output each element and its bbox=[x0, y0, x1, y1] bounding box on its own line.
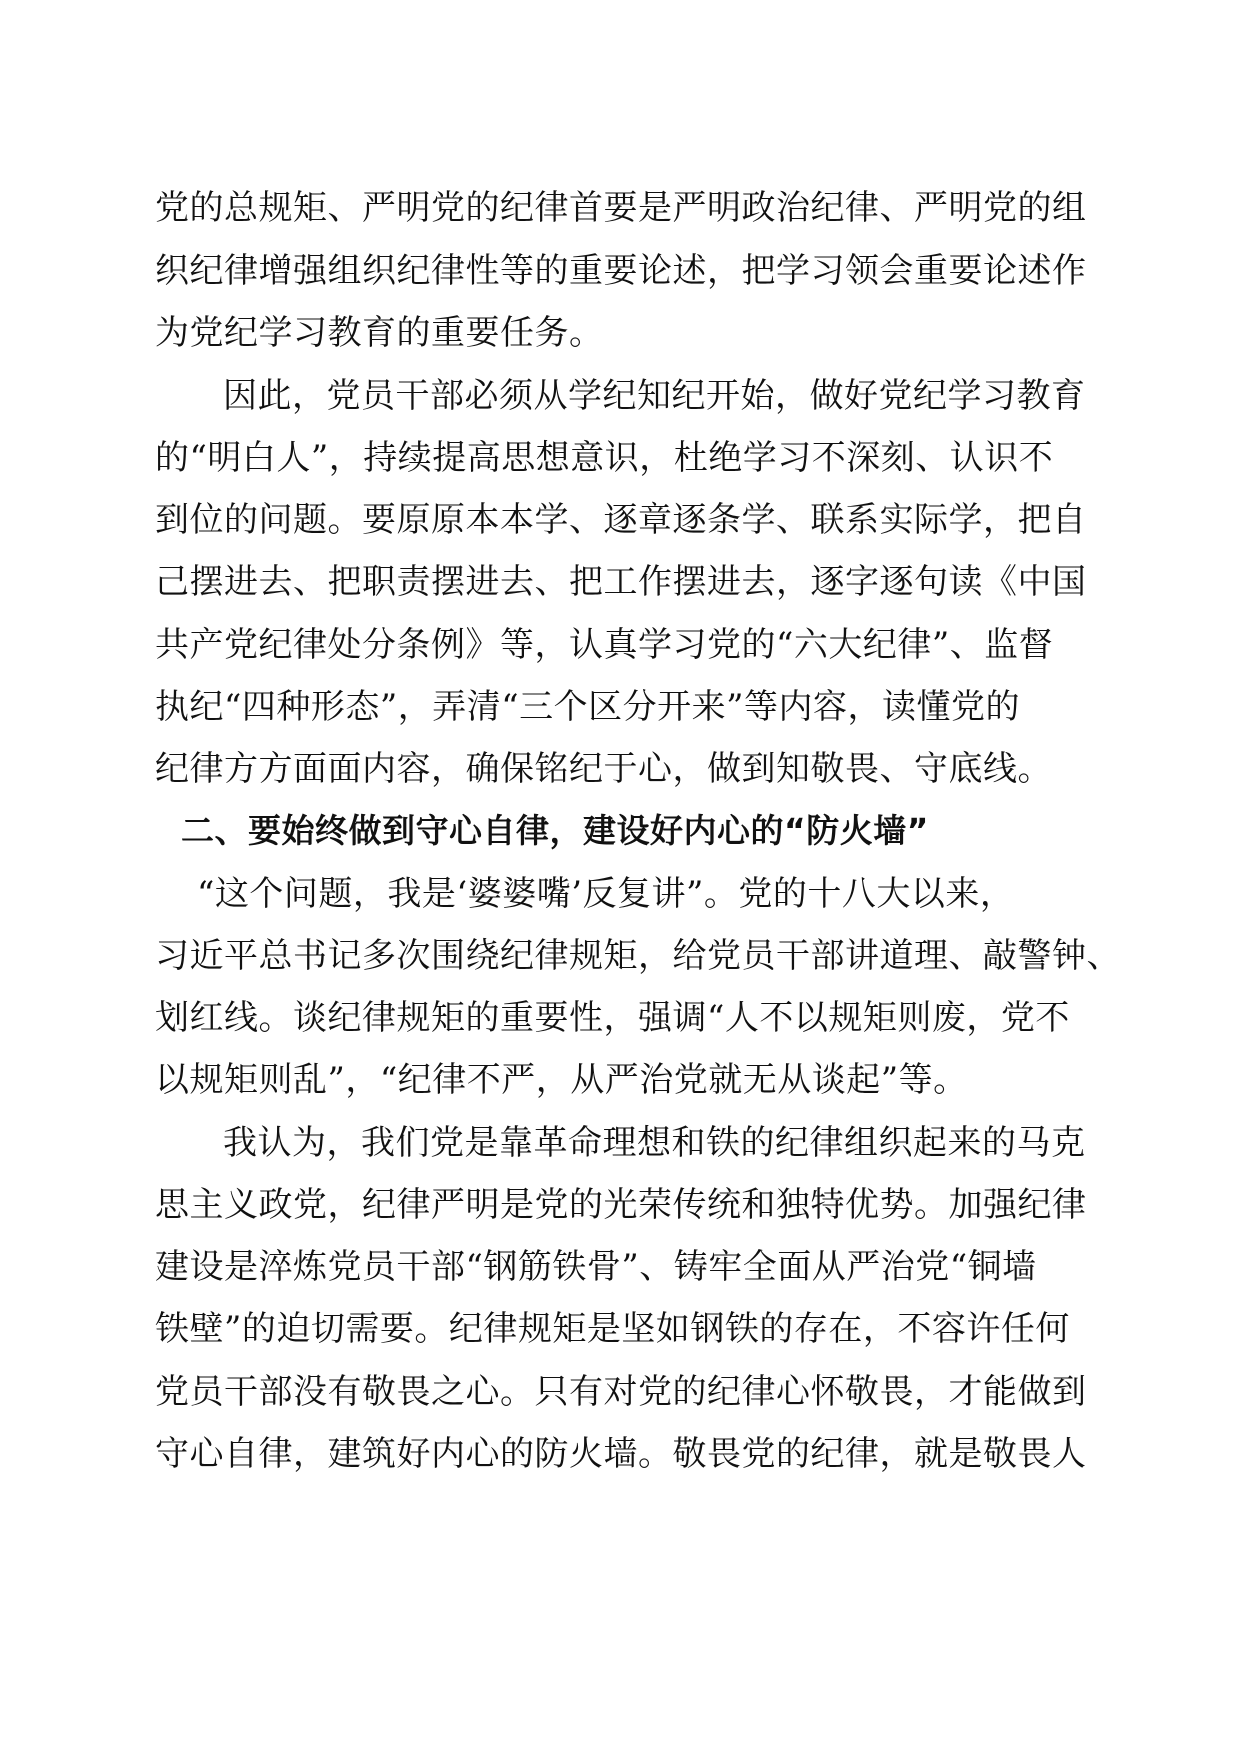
paragraph-line: 执纪“四种形态”，弄清“三个区分开来”等内容，读懂党的 bbox=[155, 687, 1021, 727]
paragraph-line: 铁壁”的迫切需要。纪律规矩是坚如钢铁的存在，不容许任何 bbox=[155, 1309, 1070, 1349]
paragraph-line: 己摆进去、把职责摆进去、把工作摆进去，逐字逐句读《中国 bbox=[155, 562, 1087, 602]
paragraph-line: 习近平总书记多次围绕纪律规矩，给党员干部讲道理、敲警钟、 bbox=[155, 936, 1121, 976]
paragraph-line: 织纪律增强组织纪律性等的重要论述，把学习领会重要论述作 bbox=[155, 251, 1087, 291]
paragraph-line: 党员干部没有敬畏之心。只有对党的纪律心怀敬畏，才能做到 bbox=[155, 1372, 1087, 1412]
paragraph-line: 纪律方方面面内容，确保铭纪于心，做到知敬畏、守底线。 bbox=[155, 749, 1052, 789]
paragraph-line: 我认为，我们党是靠革命理想和铁的纪律组织起来的马克 bbox=[223, 1123, 1086, 1163]
paragraph-line: 以规矩则乱”，“纪律不严，从严治党就无从谈起”等。 bbox=[155, 1060, 968, 1100]
section-heading: 二、要始终做到守心自律，建设好内心的“防火墙” bbox=[181, 811, 929, 850]
paragraph-line: 建设是淬炼党员干部“钢筋铁骨”、铸牢全面从严治党“铜墙 bbox=[155, 1247, 1037, 1287]
paragraph-line: 的“明白人”，持续提高思想意识，杜绝学习不深刻、认识不 bbox=[155, 438, 1054, 478]
paragraph-line: 因此，党员干部必须从学纪知纪开始，做好党纪学习教育 bbox=[223, 376, 1086, 416]
paragraph-line: 党的总规矩、严明党的纪律首要是严明政治纪律、严明党的组 bbox=[155, 188, 1087, 228]
paragraph-line: 划红线。谈纪律规矩的重要性，强调“人不以规矩则废，党不 bbox=[155, 998, 1070, 1038]
paragraph-line: “这个问题，我是‘婆婆嘴’反复讲”。党的十八大以来， bbox=[197, 874, 1015, 914]
paragraph-line: 守心自律，建筑好内心的防火墙。敬畏党的纪律，就是敬畏人 bbox=[155, 1434, 1087, 1474]
paragraph-line: 为党纪学习教育的重要任务。 bbox=[155, 313, 604, 353]
paragraph-line: 共产党纪律处分条例》等，认真学习党的“六大纪律”、监督 bbox=[155, 625, 1054, 665]
paragraph-line: 思主义政党，纪律严明是党的光荣传统和独特优势。加强纪律 bbox=[155, 1185, 1087, 1225]
paragraph-line: 到位的问题。要原原本本学、逐章逐条学、联系实际学，把自 bbox=[155, 500, 1087, 540]
